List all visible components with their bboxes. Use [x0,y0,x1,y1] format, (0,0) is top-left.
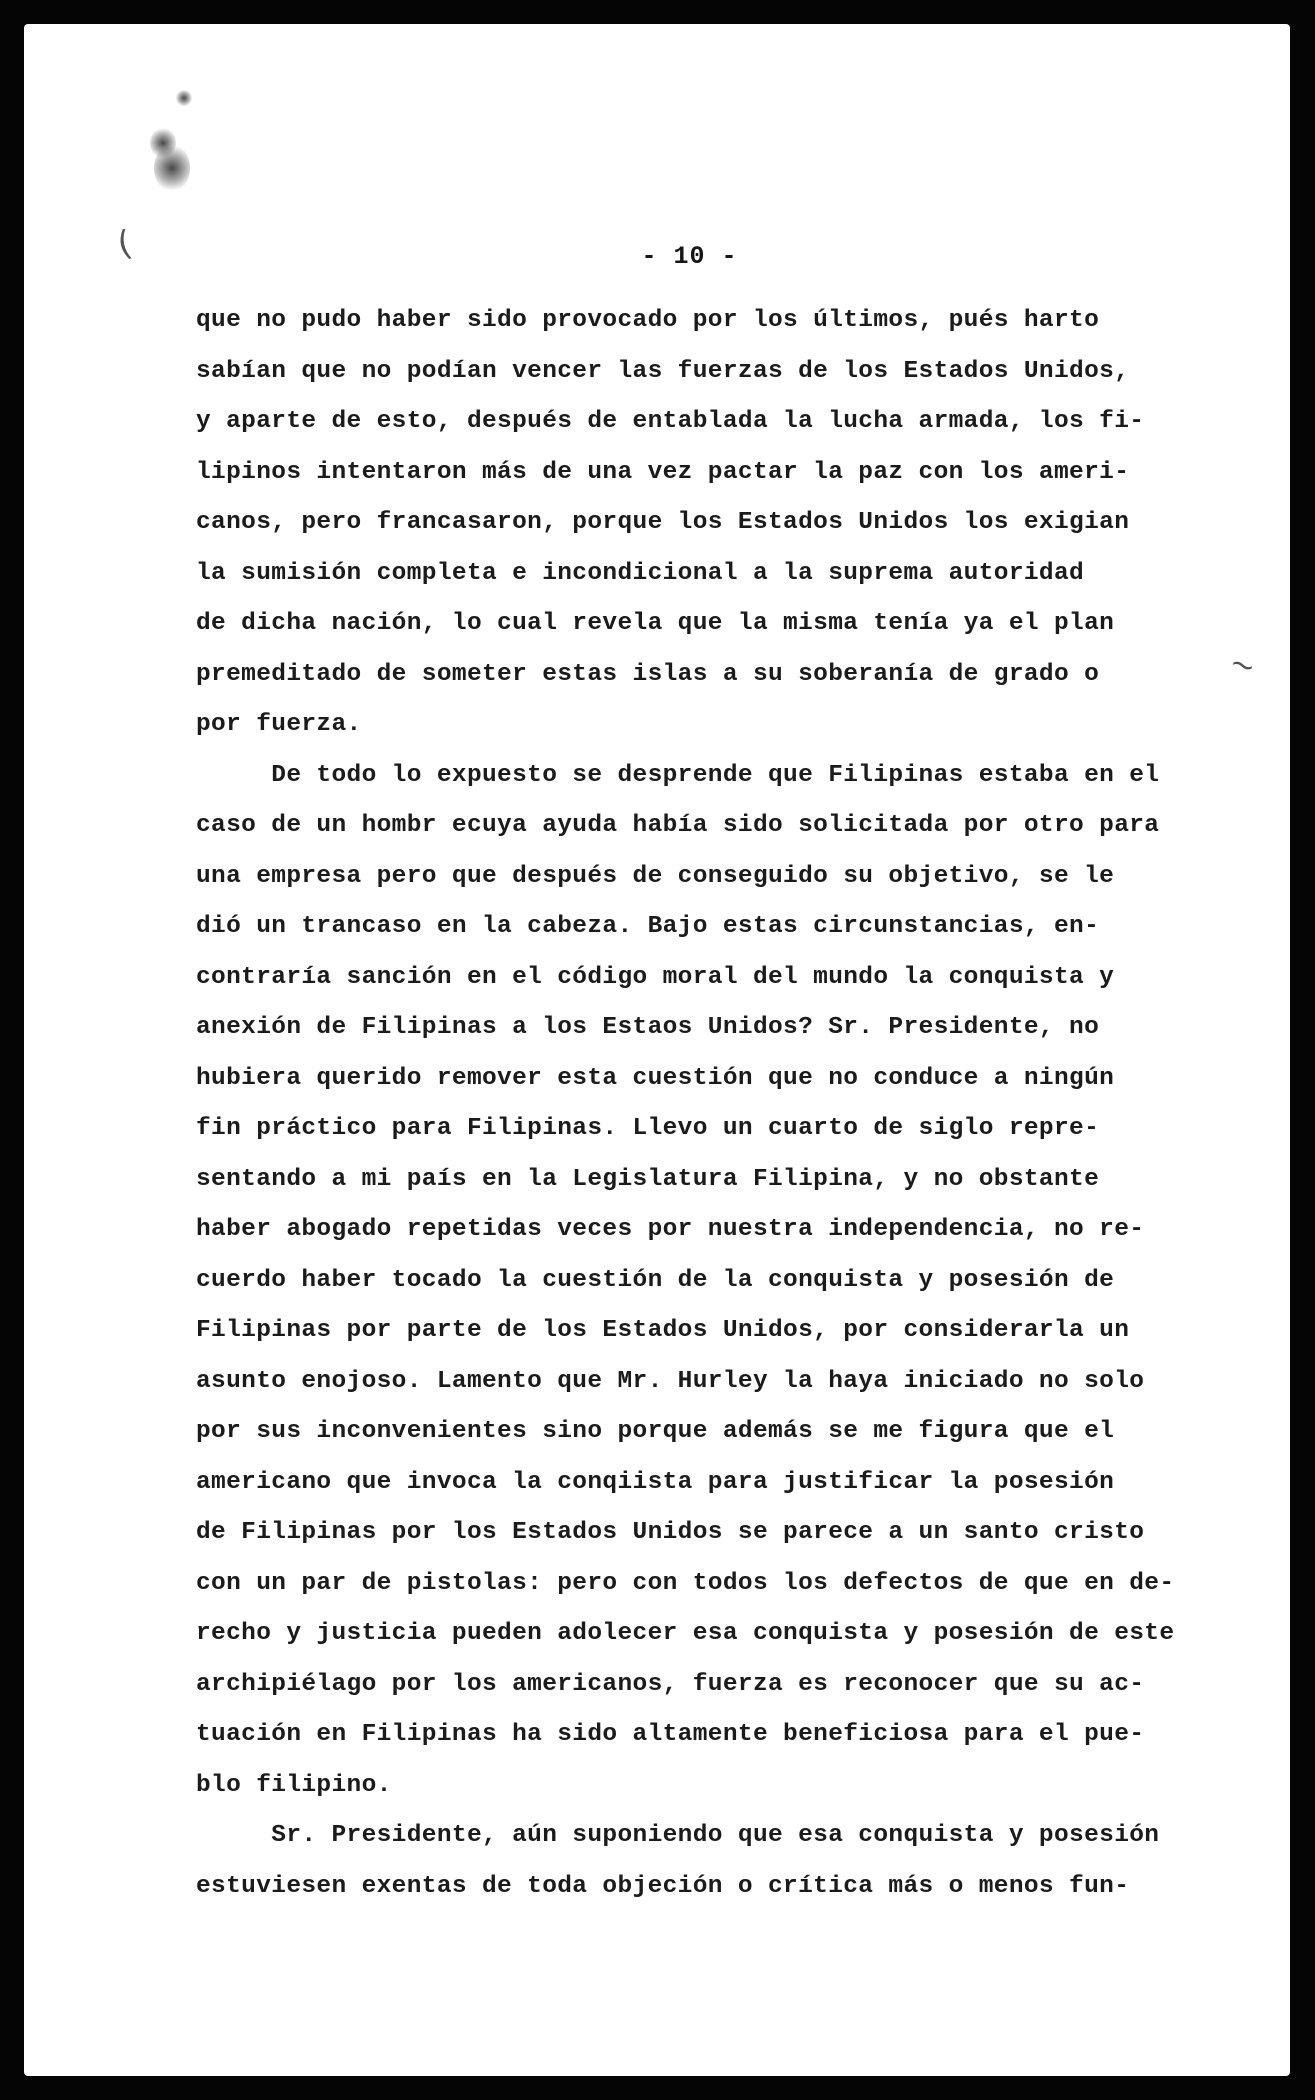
page-number: - 10 - [641,242,738,271]
margin-mark: ~ [1224,644,1261,687]
text-line: la sumisión completa e incondicional a la suprema autoridad [196,559,1085,587]
text-line: canos, pero francasaron, porque los Estados Unidos los exigian [196,509,1130,536]
text-line: dió un trancaso en la cabeza. Bajo estas circunstancias, en- [196,913,1100,940]
text-line: por sus inconvenientes sino porque además se me figura que el [196,1418,1115,1445]
text-line: haber abogado repetidas veces por nuestra independencia, no re- [196,1216,1145,1243]
text-line: archipiélago por los americanos, fuerza es reconocer que su ac- [196,1670,1145,1698]
text-line: hubiera querido remover esta cuestión que no conduce a ningún [196,1064,1115,1092]
text-line: sentando a mi país en la Legislatura Filipina, y no obstante [196,1165,1100,1193]
margin-mark: ( [113,223,136,265]
text-line: y aparte de esto, después de entablada la lucha armada, los fi- [196,408,1145,435]
text-line: fin práctico para Filipinas. Llevo un cuarto de siglo repre- [196,1115,1100,1142]
text-line: anexión de Filipinas a los Estaos Unidos? Sr. Presidente, no [196,1014,1100,1041]
ink-smudge [154,144,190,192]
text-line: de dicha nación, lo cual revela que la misma tenía ya el plan [196,610,1115,637]
text-line: premeditado de someter estas islas a su soberanía de grado o [196,660,1100,688]
ink-smudge [176,90,192,106]
document-page [24,24,1290,2076]
text-line: recho y justicia pueden adolecer esa conquista y posesión de este [196,1620,1175,1647]
text-line: Sr. Presidente, aún suponiendo que esa conquista y posesión [196,1822,1160,1849]
body-text [196,296,1236,1912]
text-line: blo filipino. [196,1771,392,1799]
text-line: por fuerza. [196,711,362,738]
text-line: que no pudo haber sido provocado por los últimos, pués harto [196,307,1100,334]
text-line: lipinos intentaron más de una vez pactar la paz con los ameri- [196,458,1130,486]
text-line: americano que invoca la conqiista para justificar la posesión [196,1468,1115,1496]
text-line: asunto enojoso. Lamento que Mr. Hurley la haya iniciado no solo [196,1367,1145,1395]
text-line: Filipinas por parte de los Estados Unidos, por considerarla un [196,1317,1130,1344]
text-line: una empresa pero que después de conseguido su objetivo, se le [196,862,1115,890]
text-line: caso de un hombr ecuya ayuda había sido solicitada por otro para [196,812,1160,839]
text-line: De todo lo expuesto se desprende que Filipinas estaba en el [196,761,1160,789]
text-line: sabían que no podían vencer las fuerzas de los Estados Unidos, [196,357,1130,385]
text-line: de Filipinas por los Estados Unidos se parece a un santo cristo [196,1519,1145,1546]
text-line: estuviesen exentas de toda objeción o crítica más o menos fun- [196,1872,1130,1900]
text-line: contraría sanción en el código moral del mundo la conquista y [196,963,1115,991]
text-line: con un par de pistolas: pero con todos los defectos de que en de- [196,1569,1175,1597]
text-line: tuación en Filipinas ha sido altamente beneficiosa para el pue- [196,1721,1145,1748]
text-line: cuerdo haber tocado la cuestión de la conquista y posesión de [196,1266,1115,1294]
